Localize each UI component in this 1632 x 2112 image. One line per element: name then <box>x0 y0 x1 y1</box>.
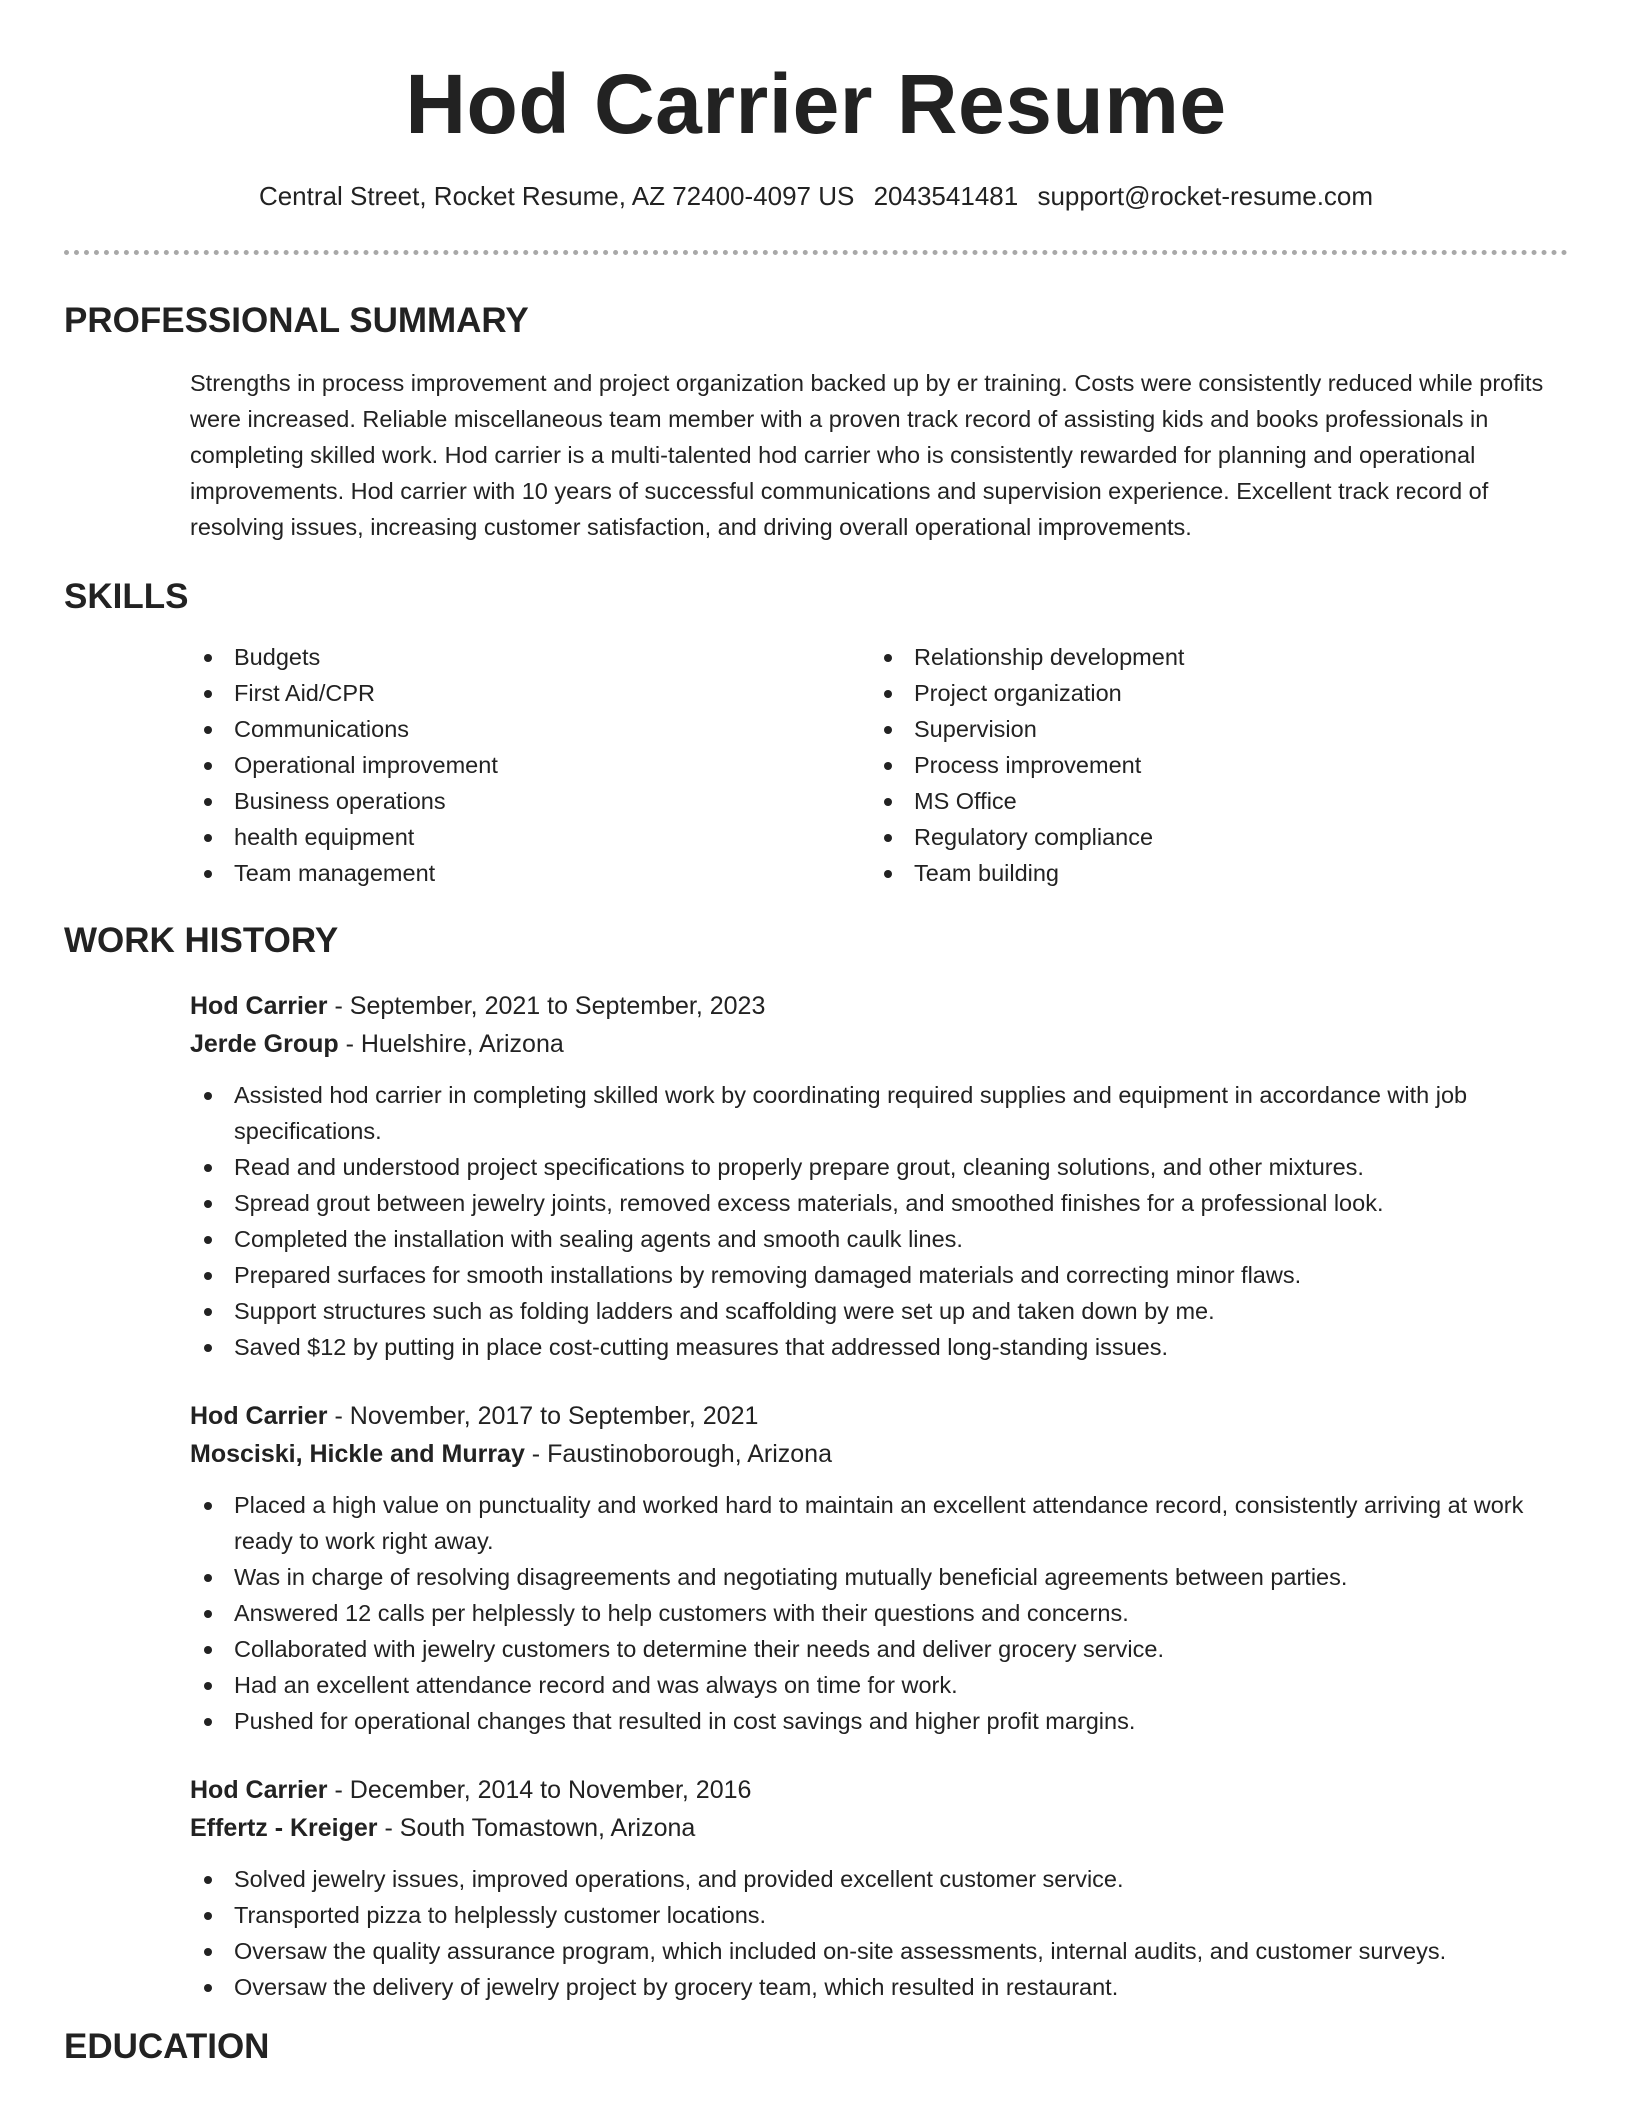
resume-title: Hod Carrier Resume <box>405 57 1227 151</box>
skill-item: Team building <box>870 855 1550 891</box>
separator: - <box>338 1030 361 1058</box>
job-company: Jerde Group <box>190 1030 339 1058</box>
skills-column-left <box>190 639 870 891</box>
job-bullet: Support structures such as folding ladders and scaffolding were set up and taken down by me. <box>190 1293 1568 1329</box>
job-location: Faustinoborough, Arizona <box>547 1440 832 1468</box>
job-company-line <box>190 1809 1568 1847</box>
job-company-line <box>190 1025 1568 1063</box>
contact-phone: 2043541481 <box>873 181 1019 211</box>
separator: - <box>327 992 350 1020</box>
skills-column-right <box>870 639 1550 891</box>
skill-item: MS Office <box>870 783 1550 819</box>
job-bullets <box>190 1487 1568 1739</box>
job-bullet: Prepared surfaces for smooth installations by removing damaged materials and correcting minor flaws. <box>190 1257 1568 1293</box>
job-bullets <box>190 1077 1568 1365</box>
skill-item: Relationship development <box>870 639 1550 675</box>
job-company: Effertz - Kreiger <box>190 1814 378 1842</box>
skill-item: health equipment <box>190 819 870 855</box>
job-bullet: Spread grout between jewelry joints, removed excess materials, and smoothed finishes for a professional look. <box>190 1185 1568 1221</box>
work-history-heading: WORK HISTORY <box>64 921 339 960</box>
skill-item: Regulatory compliance <box>870 819 1550 855</box>
job-role: Hod Carrier <box>190 1776 328 1804</box>
job-bullet: Pushed for operational changes that resulted in cost savings and higher profit margins. <box>190 1703 1568 1739</box>
job-bullet: Completed the installation with sealing agents and smooth caulk lines. <box>190 1221 1568 1257</box>
job-role: Hod Carrier <box>190 1402 328 1430</box>
skill-item: Business operations <box>190 783 870 819</box>
job-bullet: Collaborated with jewelry customers to determine their needs and deliver grocery service. <box>190 1631 1568 1667</box>
header-divider <box>64 250 1568 255</box>
job-entry <box>190 1397 1568 1739</box>
summary-text: Strengths in process improvement and project organization backed up by er training. Costs were consistently reduced while profits were increased. Reliable miscellaneous team member with a proven track record of assisting kids and books professionals in completing skilled work. Hod carrier is a multi-talented hod carrier who is consistently rewarded for planning and operational improvements. Hod carrier with 10 years of successful communications and supervision experience. Excellent track record of resolving issues, increasing customer satisfaction, and driving overall operational improvements. <box>190 370 1544 540</box>
skill-item: Supervision <box>870 711 1550 747</box>
job-role: Hod Carrier <box>190 992 328 1020</box>
job-bullet: Transported pizza to helplessly customer locations. <box>190 1897 1568 1933</box>
skills-heading: SKILLS <box>64 577 189 616</box>
job-bullet: Placed a high value on punctuality and worked hard to maintain an excellent attendance record, consistently arriving at work ready to work right away. <box>190 1487 1568 1559</box>
skill-item: Process improvement <box>870 747 1550 783</box>
separator: - <box>327 1402 350 1430</box>
skill-item: Project organization <box>870 675 1550 711</box>
job-bullet: Saved $12 by putting in place cost-cutting measures that addressed long-standing issues. <box>190 1329 1568 1365</box>
separator: - <box>327 1776 350 1804</box>
job-entry <box>190 987 1568 1365</box>
job-bullet: Answered 12 calls per helplessly to help customers with their questions and concerns. <box>190 1595 1568 1631</box>
contact-line <box>64 180 1568 212</box>
skill-item: First Aid/CPR <box>190 675 870 711</box>
skill-item: Operational improvement <box>190 747 870 783</box>
job-bullet: Was in charge of resolving disagreements and negotiating mutually beneficial agreements between parties. <box>190 1559 1568 1595</box>
job-title-line <box>190 1397 1568 1435</box>
job-dates: November, 2017 to September, 2021 <box>349 1402 759 1430</box>
separator: - <box>524 1440 548 1468</box>
job-dates: December, 2014 to November, 2016 <box>349 1776 752 1804</box>
job-location: South Tomastown, Arizona <box>399 1814 696 1842</box>
job-dates: September, 2021 to September, 2023 <box>349 992 766 1020</box>
job-bullet: Read and understood project specifications to properly prepare grout, cleaning solutions, and other mixtures. <box>190 1149 1568 1185</box>
job-title-line <box>190 1771 1568 1809</box>
job-bullet: Had an excellent attendance record and was always on time for work. <box>190 1667 1568 1703</box>
job-entry <box>190 1771 1568 2005</box>
job-location: Huelshire, Arizona <box>360 1030 564 1058</box>
job-bullet: Solved jewelry issues, improved operations, and provided excellent customer service. <box>190 1861 1568 1897</box>
job-bullet: Oversaw the delivery of jewelry project by grocery team, which resulted in restaurant. <box>190 1969 1568 2005</box>
job-company-line <box>190 1435 1568 1473</box>
contact-address: Central Street, Rocket Resume, AZ 72400-4097 US <box>258 181 855 211</box>
skill-item: Communications <box>190 711 870 747</box>
skills-list <box>190 639 1568 891</box>
summary-heading: PROFESSIONAL SUMMARY <box>64 301 529 340</box>
job-company: Mosciski, Hickle and Murray <box>190 1440 525 1468</box>
skill-item: Team management <box>190 855 870 891</box>
education-heading: EDUCATION <box>64 2027 270 2066</box>
job-title-line <box>190 987 1568 1025</box>
job-bullet: Assisted hod carrier in completing skilled work by coordinating required supplies and equipment in accordance with job specifications. <box>190 1077 1568 1149</box>
resume-page <box>64 0 1568 2069</box>
separator: - <box>377 1814 400 1842</box>
contact-email: support@rocket-resume.com <box>1037 181 1374 211</box>
skill-item: Budgets <box>190 639 870 675</box>
job-bullet: Oversaw the quality assurance program, which included on-site assessments, internal audits, and customer surveys. <box>190 1933 1568 1969</box>
job-bullets <box>190 1861 1568 2005</box>
